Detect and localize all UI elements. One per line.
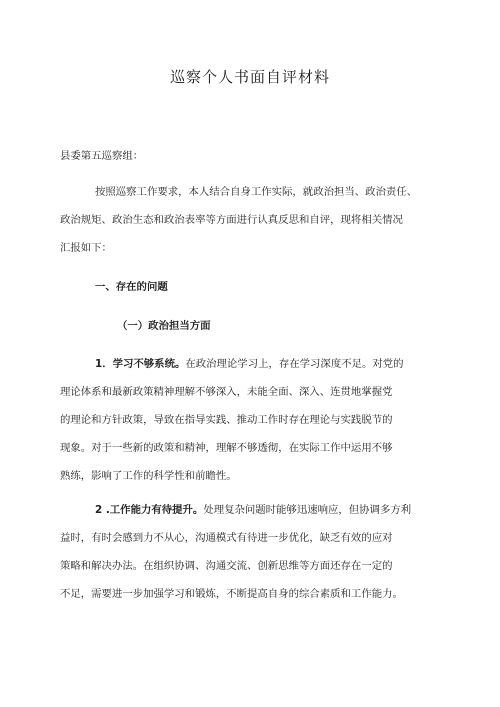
document-title: 巡察个人书面自评材料 xyxy=(169,68,330,86)
section-heading: 一、存在的问题 xyxy=(95,281,168,293)
item1-line: 熟练，影响了工作的科学性和前瞻性。 xyxy=(60,470,237,482)
item1-first-line xyxy=(95,355,404,370)
item1-lead: 1．学习不够系统。 xyxy=(95,358,186,370)
intro-line: 汇报如下： xyxy=(60,242,112,254)
item2-line: 策略和解决办法。在组织协调、沟通交流、创新思维等方面还存在一定的 xyxy=(60,560,393,572)
item2-line: 益时，有时会感到力不从心，沟通模式有待进一步优化，缺乏有效的应对 xyxy=(60,532,393,544)
intro-line: 政治规矩、政治生态和政治表率等方面进行认真反思和自评，现将相关情况 xyxy=(60,214,403,226)
item1-line: 理论体系和最新政策精神理解不够深入，未能全面、深入、连贯地掌握党 xyxy=(60,386,393,398)
item1-line: 现象。对于一些新的政策和精神，理解不够透彻，在实际工作中运用不够 xyxy=(60,442,393,454)
item1-first-rest: 在政治理论学习上，存在学习深度不足。对党的 xyxy=(185,358,404,370)
item2-first-line xyxy=(95,501,411,516)
item2-lead: 2 .工作能力有待提升。 xyxy=(95,504,204,516)
subsection-heading: （一）政治担当方面 xyxy=(117,320,211,332)
item2-first-rest: 处理复杂问题时能够迅速响应，但协调多方利 xyxy=(203,504,412,516)
item1-line: 的理论和方针政策，导致在指导实践、推动工作时存在理论与实践脱节的 xyxy=(60,414,393,426)
salutation: 县委第五巡察组： xyxy=(60,150,144,162)
item2-line: 不足，需要进一步加强学习和锻炼，不断提高自身的综合素质和工作能力。 xyxy=(60,588,403,600)
intro-line: 按照巡察工作要求，本人结合自身工作实际，就政治担当、政治责任、 xyxy=(95,186,418,198)
